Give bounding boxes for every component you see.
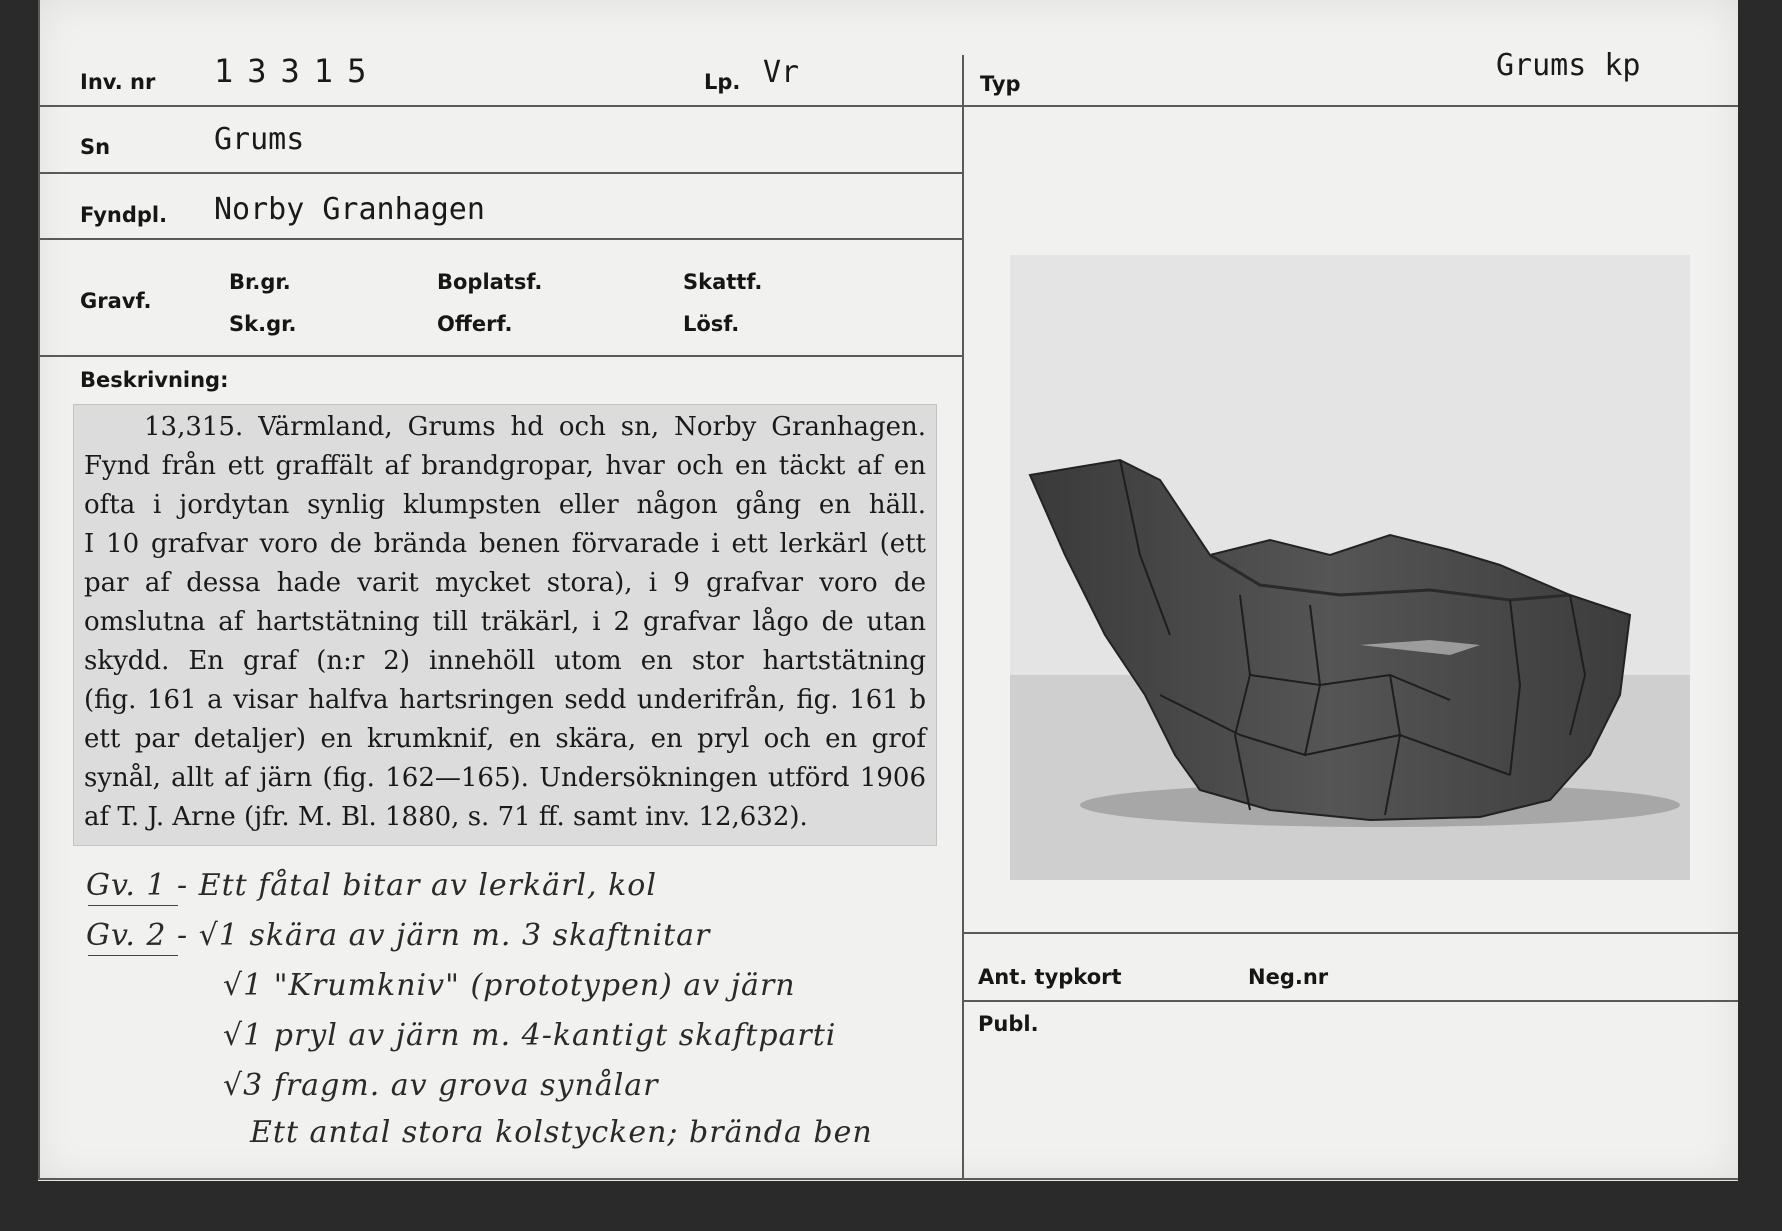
publ-label: Publ. [978, 1012, 1039, 1036]
divider [38, 1178, 1738, 1180]
handwritten-note: Gv. 1 - Ett fåtal bitar av lerkärl, kol [86, 868, 657, 903]
lp-label: Lp. [704, 70, 741, 94]
card-edge [38, 0, 40, 1180]
losf-label: Lösf. [683, 312, 740, 336]
handwritten-note: √1 pryl av järn m. 4-kantigt skaftparti [223, 1018, 837, 1053]
divider [963, 105, 1738, 107]
column-divider [962, 55, 964, 1180]
brgr-label: Br.gr. [229, 270, 291, 294]
fyndpl-value: Norby Granhagen [214, 192, 485, 227]
handwritten-note: √1 "Krumkniv" (prototypen) av järn [223, 968, 796, 1003]
description-clipping [74, 405, 936, 845]
underline [88, 905, 178, 906]
handwritten-note: √3 fragm. av grova synålar [223, 1068, 659, 1103]
sn-value: Grums [214, 122, 305, 157]
description-line: omslutna af hartstätning till träkärl, i 2 grafvar lågo de utan [84, 607, 926, 637]
offerf-label: Offerf. [437, 312, 513, 336]
description-line: 13,315. Värmland, Grums hd och sn, Norby Granhagen. [144, 412, 926, 442]
skattf-label: Skattf. [683, 270, 763, 294]
description-line: I 10 grafvar voro de brända benen förvarade i ett lerkärl (ett [84, 529, 926, 559]
negnr-label: Neg.nr [1248, 965, 1329, 989]
gravf-label: Gravf. [80, 289, 152, 313]
divider [963, 932, 1738, 934]
catalog-card [38, 0, 1738, 1181]
divider [38, 172, 963, 174]
description-line: synål, allt af järn (fig. 162—165). Undersökningen utförd 1906 [84, 763, 926, 793]
handwritten-note: Ett antal stora kolstycken; brända ben [250, 1115, 873, 1150]
handwritten-note: Gv. 2 - √1 skära av järn m. 3 skaftnitar [86, 918, 711, 953]
divider [38, 105, 963, 107]
lp-value: Vr [763, 55, 800, 90]
fyndpl-label: Fyndpl. [80, 203, 168, 227]
skgr-label: Sk.gr. [229, 312, 297, 336]
inv-nr-label: Inv. nr [80, 70, 156, 94]
underline [88, 955, 178, 956]
description-line: skydd. En graf (n:r 2) innehöll utom en stor hartstätning [84, 646, 926, 676]
ceramic-vessel-photo [1010, 255, 1690, 880]
boplatsf-label: Boplatsf. [437, 270, 543, 294]
typ-value: Grums kp [1496, 48, 1641, 83]
ant-typkort-label: Ant. typkort [978, 965, 1122, 989]
description-line: ofta i jordytan synlig klumpsten eller någon gång en häll. [84, 490, 926, 520]
typ-label: Typ [980, 72, 1021, 96]
description-line: Fynd från ett graffält af brandgropar, hvar och en täckt af en [84, 451, 926, 481]
divider [38, 238, 963, 240]
beskrivning-label: Beskrivning: [80, 368, 229, 392]
description-line: par af dessa hade varit mycket stora), i 9 grafvar voro de [84, 568, 926, 598]
vessel-illustration [1010, 255, 1690, 880]
divider [963, 1000, 1738, 1002]
sn-label: Sn [80, 135, 111, 159]
inv-nr-value: 13315 [214, 52, 381, 90]
description-line: ett par detaljer) en krumknif, en skära, en pryl och en grof [84, 724, 926, 754]
description-line: (fig. 161 a visar halfva hartsringen sedd underifrån, fig. 161 b [84, 685, 926, 715]
divider [38, 355, 963, 357]
description-line: af T. J. Arne (jfr. M. Bl. 1880, s. 71 ff. samt inv. 12,632). [84, 802, 808, 832]
